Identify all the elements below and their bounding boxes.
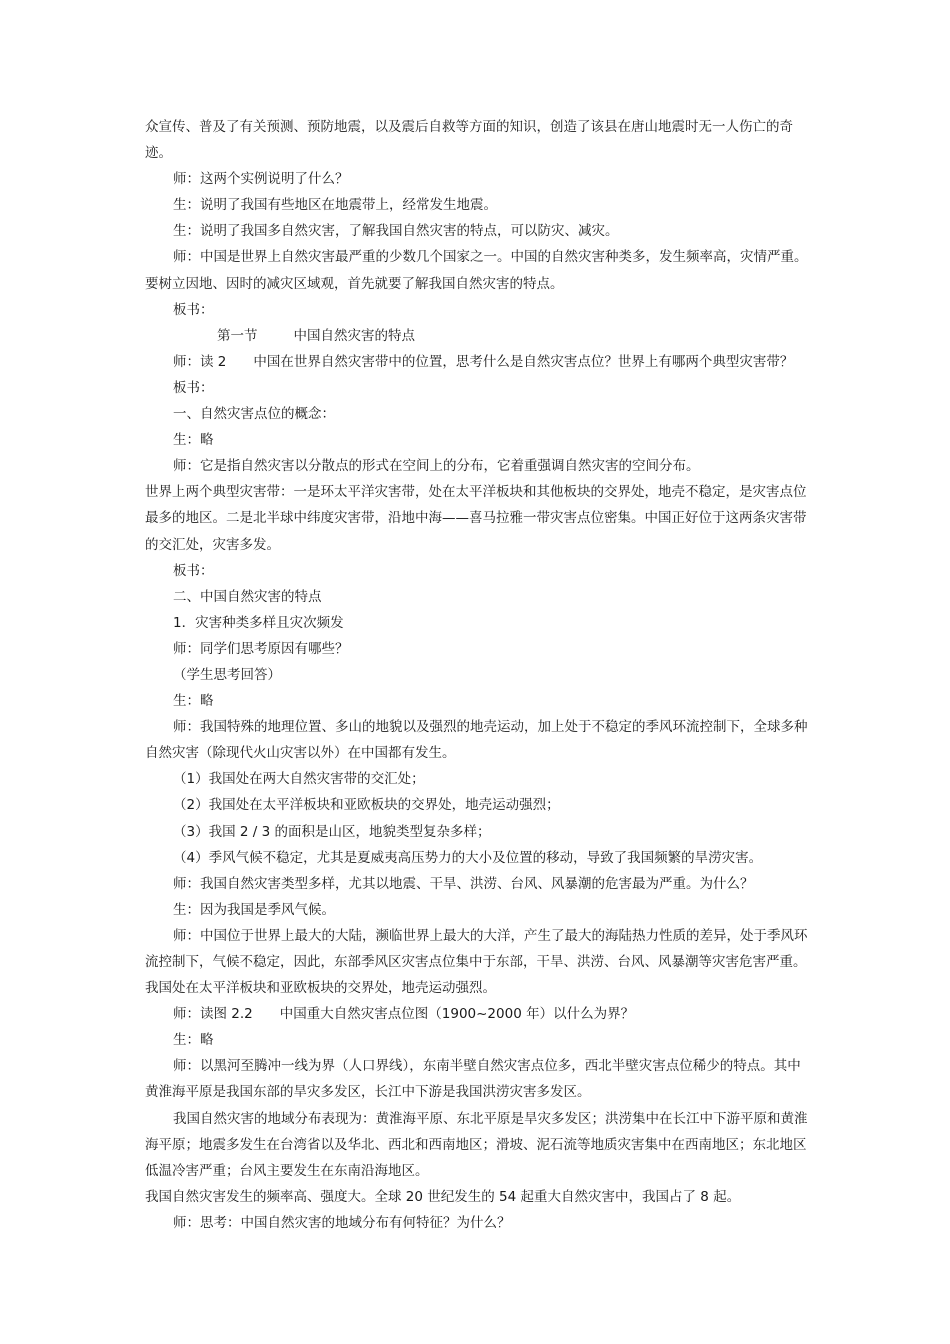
paragraph: （学生思考回答） — [173, 666, 281, 683]
paragraph: 我国自然灾害发生的频率高、强度大。全球 20 世纪发生的 54 起重大自然灾害中，我国占了 8 起。 — [145, 1188, 741, 1205]
paragraph: 师：这两个实例说明了什么？ — [173, 171, 349, 188]
section-number: 第一节 — [217, 327, 258, 344]
section-heading — [145, 323, 813, 349]
paragraph: 生：略 — [173, 432, 214, 449]
paragraph: 师：读图 2.2 中国重大自然灾害点位图（1900~2000 年）以什么为界？ — [173, 1006, 635, 1023]
section-title: 中国自然灾害的特点 — [293, 327, 415, 344]
paragraph: 众宣传、普及了有关预测、预防地震，以及震后自救等方面的知识，创造了该县在唐山地震时无一人伤亡的奇迹。 — [145, 119, 793, 162]
paragraph: （4）季风气候不稳定，尤其是夏威夷高压势力的大小及位置的移动，导致了我国频繁的旱涝灾害。 — [173, 849, 763, 866]
paragraph: 生：说明了我国有些地区在地震带上，经常发生地震。 — [173, 197, 497, 214]
paragraph: 师：它是指自然灾害以分散点的形式在空间上的分布，它着重强调自然灾害的空间分布。 — [173, 458, 700, 475]
paragraph: 师：我国特殊的地理位置、多山的地貌以及强烈的地壳运动，加上处于不稳定的季风环流控制下，全球多种自然灾害（除现代火山灾害以外）在中国都有发生。 — [145, 719, 808, 762]
paragraph: 师：中国位于世界上最大的大陆，濒临世界上最大的大洋，产生了最大的海陆热力性质的差异，处于季风环流控制下，气候不稳定，因此，东部季风区灾害点位集中于东部，干旱、洪涝、台风、风暴潮等灾害危害严重。我国处在太平洋板块和亚欧板块的交界处，地壳运动强烈。 — [145, 927, 808, 997]
paragraph: 师：以黑河至腾冲一线为界（人口界线），东南半壁自然灾害点位多，西北半壁灾害点位稀少的特点。其中黄淮海平原是我国东部的旱灾多发区，长江中下游是我国洪涝灾害多发区。 — [145, 1058, 801, 1101]
paragraph: 生：因为我国是季风气候。 — [173, 901, 335, 918]
paragraph-group-body — [145, 349, 813, 1236]
paragraph: 生：略 — [173, 1032, 214, 1049]
paragraph: 生：说明了我国多自然灾害，了解我国自然灾害的特点，可以防灾、减灾。 — [173, 223, 619, 240]
paragraph: 师：同学们思考原因有哪些？ — [173, 640, 349, 657]
paragraph: 世界上两个典型灾害带：一是环太平洋灾害带，处在太平洋板块和其他板块的交界处，地壳不稳定，是灾害点位最多的地区。二是北半球中纬度灾害带，沿地中海——喜马拉雅一带灾害点位密集。中国正好位于这两条灾害带的交汇处，灾害多发。 — [145, 484, 807, 553]
paragraph: 师：读 2 中国在世界自然灾害带中的位置，思考什么是自然灾害点位？世界上有哪两个典型灾害带？ — [173, 353, 794, 370]
paragraph-group-intro — [145, 114, 813, 323]
document-page — [145, 114, 813, 1236]
paragraph: 板书： — [173, 301, 214, 318]
paragraph: （3）我国 2 / 3 的面积是山区，地貌类型复杂多样； — [173, 823, 491, 840]
paragraph: （1）我国处在两大自然灾害带的交汇处； — [173, 771, 425, 788]
paragraph: 我国自然灾害的地域分布表现为：黄淮海平原、东北平原是旱灾多发区；洪涝集中在长江中下游平原和黄淮海平原；地震多发生在台湾省以及华北、西北和西南地区；滑坡、泥石流等地质灾害集中在西南地区；东北地区低温冷害严重；台风主要发生在东南沿海地区。 — [145, 1110, 808, 1179]
paragraph: 师：我国自然灾害类型多样，尤其以地震、干旱、洪涝、台风、风暴潮的危害最为严重。为什么？ — [173, 875, 754, 892]
paragraph: （2）我国处在太平洋板块和亚欧板块的交界处，地壳运动强烈； — [173, 797, 560, 814]
paragraph: 板书： — [173, 379, 214, 396]
paragraph: 生：略 — [173, 693, 214, 710]
paragraph: 板书： — [173, 562, 214, 579]
paragraph: 1．灾害种类多样且灾次频发 — [173, 614, 344, 631]
paragraph: 师：思考：中国自然灾害的地域分布有何特征？为什么？ — [173, 1214, 511, 1231]
paragraph: 师：中国是世界上自然灾害最严重的少数几个国家之一。中国的自然灾害种类多，发生频率高，灾情严重。要树立因地、因时的减灾区域观，首先就要了解我国自然灾害的特点。 — [145, 249, 808, 292]
paragraph: 二、中国自然灾害的特点 — [173, 588, 322, 605]
paragraph: 一、自然灾害点位的概念： — [173, 406, 335, 423]
